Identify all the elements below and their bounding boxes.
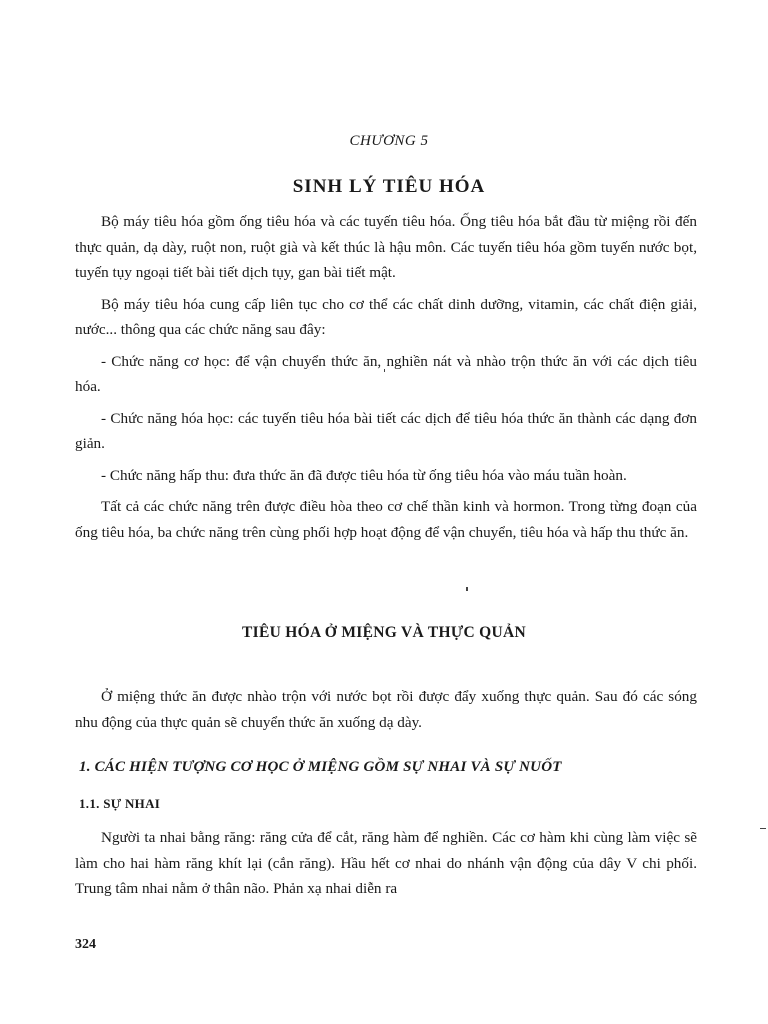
subsection-text (75, 825, 697, 908)
paragraph: Bộ máy tiêu hóa gồm ống tiêu hóa và các tuyến tiêu hóa. Ống tiêu hóa bắt đầu từ miệng rồi đến thực quản, dạ dày, ruột non, ruột già và kết thúc là hậu môn. Các tuyến tiêu hóa gồm tuyến nước bọt, tuyến tụy ngoại tiết bài tiết dịch tụy, gan bài tiết mật. (75, 213, 697, 281)
paragraph: - Chức năng cơ học: để vận chuyển thức ăn, nghiền nát và nhào trộn thức ăn với các dịch tiêu hóa. (75, 352, 697, 395)
subsubsection-heading: 1.1. SỰ NHAI (79, 796, 161, 811)
paragraph: Bộ máy tiêu hóa cung cấp liên tục cho cơ thể các chất dinh dưỡng, vitamin, các chất điện giải, nước... thông qua các chức năng sau đây: (75, 295, 697, 338)
scan-speck (760, 828, 766, 829)
paragraph: - Chức năng hấp thu: đưa thức ăn đã được tiêu hóa từ ống tiêu hóa vào máu tuần hoàn. (101, 466, 627, 484)
intro-text (75, 209, 697, 551)
subsection-heading: 1. CÁC HIỆN TƯỢNG CƠ HỌC Ở MIỆNG GỒM SỰ NHAI VÀ SỰ NUỐT (79, 759, 562, 775)
paragraph: Tất cả các chức năng trên được điều hòa theo cơ chế thần kinh và hormon. Trong từng đoạn của ống tiêu hóa, ba chức năng trên cùng phối hợp hoạt động để vận chuyển, tiêu hóa và hấp thu thức ăn. (75, 498, 697, 541)
paragraph: Ở miệng thức ăn được nhào trộn với nước bọt rồi được đẩy xuống thực quản. Sau đó các sóng nhu động của thực quản sẽ chuyển thức ăn xuống dạ dày. (75, 688, 697, 731)
paragraph: - Chức năng hóa học: các tuyến tiêu hóa bài tiết các dịch để tiêu hóa thức ăn thành các dạng đơn giản. (75, 409, 697, 452)
paragraph: Người ta nhai bằng răng: răng cửa để cắt, răng hàm để nghiền. Các cơ hàm khi cùng làm việc sẽ làm cho hai hàm răng khít lại (cắn răng). Hầu hết cơ nhai do nhánh vận động của dây V chi phối. Trung tâm nhai nằm ở thân não. Phản xạ nhai diễn ra (75, 829, 697, 897)
scan-speck (384, 369, 385, 372)
chapter-title: SINH LÝ TIÊU HÓA (292, 176, 486, 197)
page-number: 324 (75, 937, 96, 952)
section-title: TIÊU HÓA Ở MIỆNG VÀ THỰC QUẢN (242, 624, 526, 641)
section-text (75, 684, 697, 741)
scan-speck (466, 587, 468, 591)
chapter-label: CHƯƠNG 5 (349, 133, 429, 149)
